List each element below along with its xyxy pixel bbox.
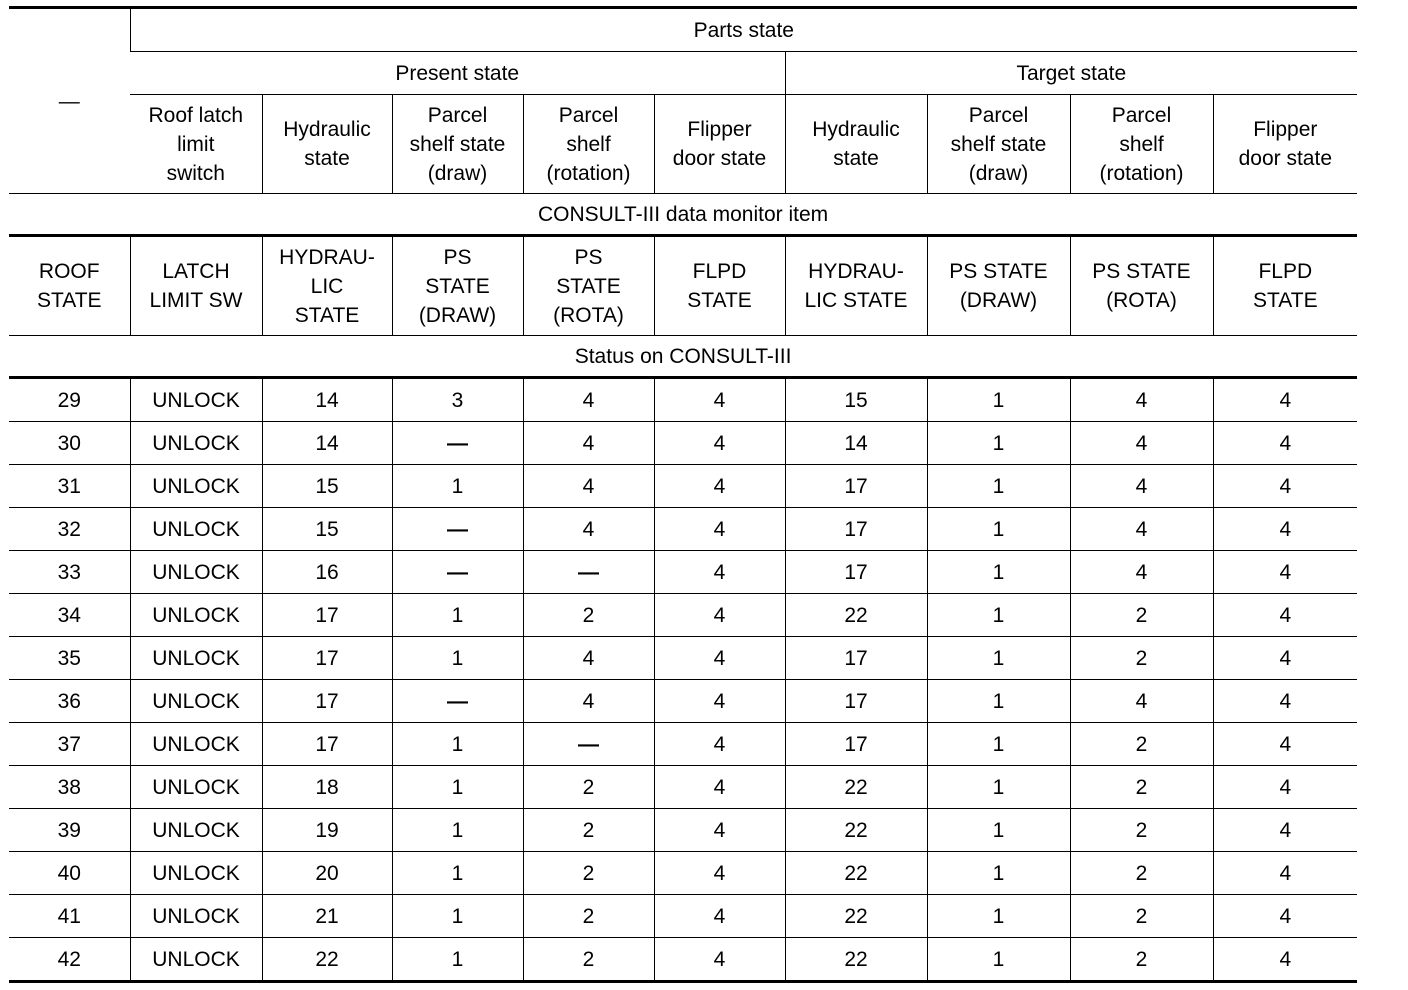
parts-col-header-line: shelf state <box>409 132 506 156</box>
monitor-col-header-line: (ROTA) <box>553 303 624 327</box>
table-cell: 4 <box>523 422 654 465</box>
table-row <box>9 508 1357 551</box>
table-cell: 22 <box>785 594 927 637</box>
table-row <box>9 637 1357 680</box>
table-cell: 2 <box>523 895 654 938</box>
table-cell: 17 <box>785 508 927 551</box>
table-cell: 18 <box>262 766 392 809</box>
table-cell: 2 <box>523 594 654 637</box>
monitor-col-header-line: STATE <box>687 289 752 312</box>
table-cell: 4 <box>1213 895 1357 938</box>
monitor-col-header <box>523 236 654 336</box>
table-cell: 2 <box>1070 938 1213 982</box>
table-cell: 2 <box>523 938 654 982</box>
table-cell: 22 <box>785 938 927 982</box>
parts-col-header-line: (draw) <box>968 161 1029 185</box>
table-cell: 1 <box>927 594 1070 637</box>
table-row <box>9 852 1357 895</box>
table-cell: 4 <box>1070 378 1213 422</box>
table-cell: 21 <box>262 895 392 938</box>
table-cell: 4 <box>654 551 785 594</box>
parts-col-header-line: limit <box>177 132 215 156</box>
table-cell: 2 <box>523 809 654 852</box>
table-cell: 1 <box>927 680 1070 723</box>
table-cell: 4 <box>654 895 785 938</box>
monitor-col-header-line: LATCH <box>162 260 230 283</box>
table-cell: 3 <box>392 378 523 422</box>
table-cell: UNLOCK <box>130 422 262 465</box>
table-cell: 20 <box>262 852 392 895</box>
parts-col-header-line: Roof latch <box>148 103 244 127</box>
table-cell: 1 <box>927 422 1070 465</box>
monitor-col-header-line: FLPD <box>1258 260 1313 283</box>
table-cell: UNLOCK <box>130 637 262 680</box>
table-cell: 16 <box>262 551 392 594</box>
table-row <box>9 895 1357 938</box>
table-cell: 1 <box>392 594 523 637</box>
table-row <box>9 594 1357 637</box>
table-cell: 1 <box>927 378 1070 422</box>
table-row <box>9 938 1357 982</box>
table-cell: 4 <box>1070 680 1213 723</box>
table-cell: UNLOCK <box>130 680 262 723</box>
table-cell: 4 <box>523 680 654 723</box>
table-cell: 4 <box>523 378 654 422</box>
table-cell: 4 <box>523 508 654 551</box>
parts-col-header-line: door state <box>1238 147 1333 170</box>
table-cell: 4 <box>1070 465 1213 508</box>
table-cell: 1 <box>392 637 523 680</box>
table-cell: 4 <box>1213 594 1357 637</box>
table-cell: — <box>523 723 654 766</box>
table-cell: UNLOCK <box>130 594 262 637</box>
table-cell: — <box>392 551 523 594</box>
table-cell: 40 <box>9 852 130 895</box>
monitor-col-header-line: PS STATE <box>949 260 1048 283</box>
table-cell: UNLOCK <box>130 809 262 852</box>
target-state-header: Target state <box>785 52 1357 95</box>
table-cell: 1 <box>927 809 1070 852</box>
table-cell: UNLOCK <box>130 465 262 508</box>
table-cell: 2 <box>1070 809 1213 852</box>
table-cell: 19 <box>262 809 392 852</box>
table-cell: 4 <box>1213 637 1357 680</box>
table-cell: UNLOCK <box>130 852 262 895</box>
table-cell: 17 <box>785 680 927 723</box>
table-cell: 4 <box>654 852 785 895</box>
table-cell: 1 <box>927 637 1070 680</box>
table-cell: 22 <box>785 766 927 809</box>
table-row <box>9 422 1357 465</box>
monitor-col-header <box>9 236 130 336</box>
monitor-col-header-line: HYDRAU- <box>279 245 375 269</box>
table-cell: 4 <box>523 637 654 680</box>
table-cell: 4 <box>1213 508 1357 551</box>
table-cell: 34 <box>9 594 130 637</box>
table-cell: 4 <box>1070 551 1213 594</box>
table-cell: 38 <box>9 766 130 809</box>
monitor-col-header-line: STATE <box>556 274 621 298</box>
table-cell: 4 <box>1213 465 1357 508</box>
parts-col-header <box>1213 95 1357 194</box>
parts-col-header-line: (draw) <box>427 161 488 185</box>
table-cell: 4 <box>1213 852 1357 895</box>
table-cell: 17 <box>785 637 927 680</box>
table-cell: 4 <box>654 680 785 723</box>
table-cell: 4 <box>523 465 654 508</box>
table-cell: — <box>392 508 523 551</box>
corner-cell: — <box>9 8 130 194</box>
table-cell: 1 <box>927 766 1070 809</box>
table-cell: 4 <box>1213 809 1357 852</box>
table-cell: 4 <box>1213 723 1357 766</box>
table-cell: 2 <box>1070 723 1213 766</box>
table-cell: 37 <box>9 723 130 766</box>
parts-state-header: Parts state <box>130 8 1357 52</box>
table-cell: 22 <box>785 809 927 852</box>
table-cell: 4 <box>654 465 785 508</box>
parts-col-header-line: Parcel <box>558 103 619 127</box>
table-cell: 17 <box>785 723 927 766</box>
monitor-col-header-line: STATE <box>425 274 490 298</box>
monitor-col-header-line: STATE <box>294 303 360 327</box>
table-cell: UNLOCK <box>130 723 262 766</box>
table-cell: 4 <box>654 766 785 809</box>
table-cell: 32 <box>9 508 130 551</box>
table-row <box>9 809 1357 852</box>
table-cell: 1 <box>392 766 523 809</box>
table-cell: 15 <box>262 508 392 551</box>
parts-col-header <box>130 95 262 194</box>
table-cell: 4 <box>1213 551 1357 594</box>
table-cell: 35 <box>9 637 130 680</box>
monitor-col-header <box>927 236 1070 336</box>
parts-col-header <box>1070 95 1213 194</box>
parts-col-header-line: shelf state <box>950 132 1047 156</box>
table-cell: 33 <box>9 551 130 594</box>
monitor-col-header-line: (DRAW) <box>418 303 497 327</box>
table-cell: 2 <box>1070 637 1213 680</box>
table-cell: 4 <box>654 508 785 551</box>
table-cell: 4 <box>654 422 785 465</box>
parts-col-header <box>927 95 1070 194</box>
monitor-col-header <box>130 236 262 336</box>
table-cell: 4 <box>1213 378 1357 422</box>
table-cell: 17 <box>262 637 392 680</box>
monitor-col-header <box>1070 236 1213 336</box>
table-cell: 17 <box>262 723 392 766</box>
table-cell: 30 <box>9 422 130 465</box>
table-cell: 4 <box>1070 508 1213 551</box>
monitor-col-header-line: LIC <box>310 274 344 298</box>
parts-col-header-line: Flipper <box>1253 118 1318 141</box>
monitor-column-header-row <box>9 236 1357 336</box>
monitor-item-band: CONSULT-III data monitor item <box>9 194 1357 236</box>
table-cell: 17 <box>262 680 392 723</box>
table-cell: 1 <box>927 852 1070 895</box>
table-cell: 1 <box>927 465 1070 508</box>
parts-col-header-line: Hydraulic <box>812 118 900 141</box>
table-cell: UNLOCK <box>130 895 262 938</box>
parts-col-header <box>392 95 523 194</box>
monitor-col-header-line: STATE <box>36 289 102 312</box>
parts-col-header-line: Flipper <box>687 118 752 141</box>
parts-col-header-line: state <box>304 147 350 170</box>
table-cell: 2 <box>1070 852 1213 895</box>
monitor-col-header-line: STATE <box>1253 289 1318 312</box>
monitor-col-header-line: PS STATE <box>1092 260 1191 283</box>
parts-col-header-line: switch <box>166 161 225 185</box>
table-cell: 17 <box>262 594 392 637</box>
table-cell: 1 <box>392 895 523 938</box>
status-band: Status on CONSULT-III <box>9 336 1357 378</box>
parts-col-header-line: (rotation) <box>546 161 631 185</box>
table-cell: — <box>392 680 523 723</box>
parts-col-header <box>654 95 785 194</box>
table-cell: 1 <box>927 938 1070 982</box>
table-cell: — <box>392 422 523 465</box>
table-cell: 1 <box>392 809 523 852</box>
table-row <box>9 680 1357 723</box>
table-cell: 4 <box>1070 422 1213 465</box>
table-cell: UNLOCK <box>130 938 262 982</box>
table-cell: UNLOCK <box>130 508 262 551</box>
table-cell: 31 <box>9 465 130 508</box>
table-cell: 22 <box>785 852 927 895</box>
monitor-col-header-line: ROOF <box>38 260 100 283</box>
table-row <box>9 465 1357 508</box>
table-cell: 4 <box>654 809 785 852</box>
table-cell: 1 <box>392 723 523 766</box>
monitor-col-header <box>262 236 392 336</box>
table-cell: 4 <box>1213 422 1357 465</box>
monitor-col-header-line: FLPD <box>692 260 747 283</box>
parts-col-header-line: state <box>833 147 879 170</box>
table-cell: 15 <box>262 465 392 508</box>
table-cell: 41 <box>9 895 130 938</box>
table-cell: 4 <box>1213 680 1357 723</box>
table-cell: 1 <box>927 723 1070 766</box>
table-cell: 22 <box>785 895 927 938</box>
monitor-col-header <box>654 236 785 336</box>
table-cell: 1 <box>927 895 1070 938</box>
table-cell: 1 <box>927 551 1070 594</box>
monitor-col-header-line: PS <box>574 245 603 269</box>
parts-col-header <box>785 95 927 194</box>
table-row <box>9 723 1357 766</box>
table-cell: — <box>523 551 654 594</box>
monitor-col-header-line: (ROTA) <box>1106 289 1177 312</box>
table-cell: 2 <box>1070 895 1213 938</box>
table-cell: 29 <box>9 378 130 422</box>
monitor-col-header-line: LIC STATE <box>804 289 908 312</box>
table-cell: 36 <box>9 680 130 723</box>
table-cell: 42 <box>9 938 130 982</box>
table-cell: UNLOCK <box>130 766 262 809</box>
table-cell: 14 <box>785 422 927 465</box>
parts-col-header-line: shelf <box>566 132 611 156</box>
monitor-col-header-line: LIMIT SW <box>149 289 243 312</box>
table-row <box>9 378 1357 422</box>
table-cell: 1 <box>392 938 523 982</box>
parts-col-header-line: door state <box>672 147 767 170</box>
table-cell: 2 <box>1070 766 1213 809</box>
monitor-col-header <box>392 236 523 336</box>
parts-col-header <box>262 95 392 194</box>
table-cell: 1 <box>392 465 523 508</box>
table-cell: 14 <box>262 422 392 465</box>
table-cell: 15 <box>785 378 927 422</box>
monitor-col-header-line: HYDRAU- <box>808 260 904 283</box>
parts-col-header-line: shelf <box>1119 132 1164 156</box>
table-cell: 14 <box>262 378 392 422</box>
table-cell: 4 <box>654 723 785 766</box>
consult-data-table <box>9 6 1357 983</box>
table-cell: 39 <box>9 809 130 852</box>
table-cell: UNLOCK <box>130 551 262 594</box>
parts-col-header <box>523 95 654 194</box>
table-cell: 4 <box>654 938 785 982</box>
table-cell: 2 <box>523 852 654 895</box>
monitor-col-header <box>1213 236 1357 336</box>
monitor-col-header <box>785 236 927 336</box>
table-cell: 1 <box>392 852 523 895</box>
parts-col-header-line: Parcel <box>427 103 488 127</box>
parts-col-header-line: Parcel <box>1111 103 1172 127</box>
parts-column-header-row <box>9 95 1357 194</box>
table-cell: 4 <box>1213 766 1357 809</box>
parts-col-header-line: Parcel <box>968 103 1029 127</box>
table-cell: 4 <box>1213 938 1357 982</box>
table-cell: 17 <box>785 465 927 508</box>
table-cell: 1 <box>927 508 1070 551</box>
present-state-header: Present state <box>130 52 785 95</box>
table-cell: 2 <box>523 766 654 809</box>
parts-col-header-line: Hydraulic <box>283 118 371 141</box>
table-cell: 4 <box>654 637 785 680</box>
table-cell: 4 <box>654 594 785 637</box>
parts-col-header-line: (rotation) <box>1099 161 1184 185</box>
monitor-col-header-line: (DRAW) <box>959 289 1038 312</box>
table-cell: 17 <box>785 551 927 594</box>
monitor-col-header-line: PS <box>443 245 472 269</box>
table-cell: UNLOCK <box>130 378 262 422</box>
table-row <box>9 766 1357 809</box>
table-cell: 22 <box>262 938 392 982</box>
table-cell: 4 <box>654 378 785 422</box>
table-row <box>9 551 1357 594</box>
table-cell: 2 <box>1070 594 1213 637</box>
